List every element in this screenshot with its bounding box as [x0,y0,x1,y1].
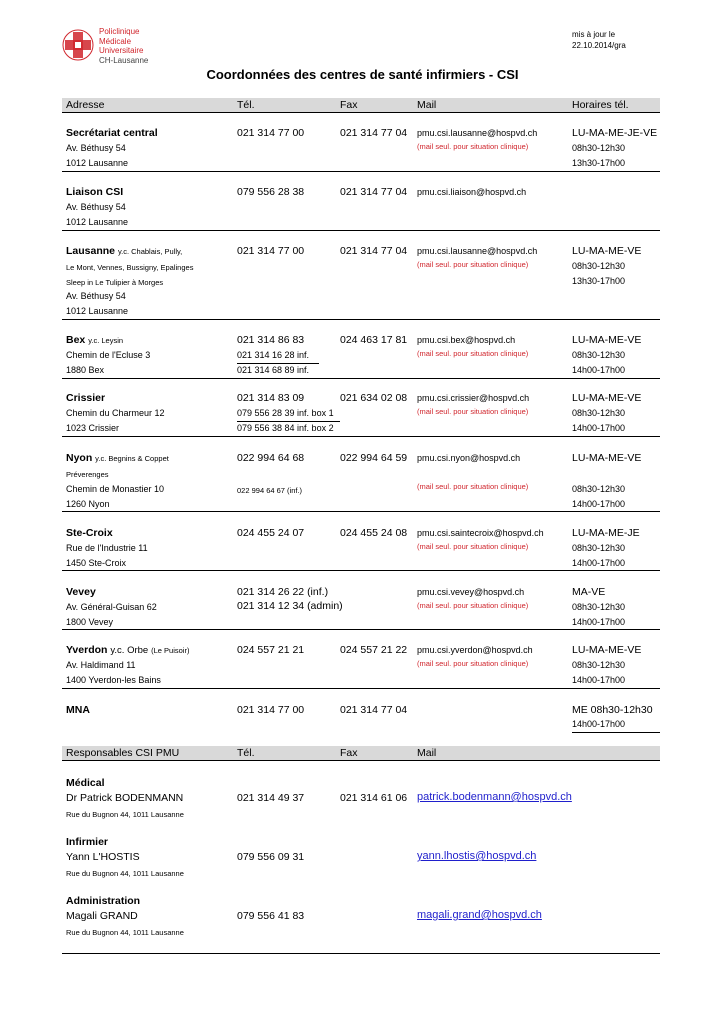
centre-hours-morning: 08h30-12h30 [572,660,626,670]
centre-hours-afternoon: 14h00-17h00 [572,558,626,568]
centre-fax: 024 463 17 81 [340,334,408,346]
section-crissier [62,391,660,437]
centre-mail-note: (mail seul. pour situation clinique) [417,542,529,551]
centre-city: 1880 Bex [66,365,105,375]
person-mail-link[interactable]: patrick.bodenmann@hospvd.ch [417,791,572,803]
centre-tel-nurse-1: 021 314 16 28 inf. [237,348,319,364]
centre-hours-days: MA-VE [572,586,606,598]
centre-mail[interactable]: pmu.csi.liaison@hospvd.ch [417,187,527,197]
centre-name-line [66,451,169,466]
centre-name: Secrétariat central [66,127,158,139]
centre-tel-admin: 021 314 12 34 (admin) [237,600,343,612]
centre-hours-days: LU-MA-ME-JE [572,527,640,539]
centre-mail-note: (mail seul. pour situation clinique) [417,659,529,668]
centre-fax: 021 634 02 08 [340,392,408,404]
section-responsables [62,776,660,954]
centre-fax: 021 314 77 04 [340,127,408,139]
centre-name-suffix: y.c. Leysin [88,336,124,345]
centre-hours-days: LU-MA-ME-VE [572,245,642,257]
centre-address-line: Chemin de Monastier 10 [66,484,165,494]
centre-hours-days: LU-MA-ME-VE [572,392,642,404]
table-header-centres [62,98,660,113]
centre-city: 1012 Lausanne [66,158,129,168]
section-lausanne [62,244,660,320]
centre-mail[interactable]: pmu.csi.yverdon@hospvd.ch [417,645,533,655]
centre-hours-afternoon: 14h00-17h00 [572,423,626,433]
centre-name-suffix: y.c. Chablais, Pully, [117,247,183,256]
centre-sub-line-1: Le Mont, Vennes, Bussigny, Epalinges [66,263,194,272]
centre-tel-nurse-2: 021 314 68 89 inf. [237,365,310,375]
centre-address-line: Rue de l'Industrie 11 [66,543,148,553]
centre-address-line: Chemin du Charmeur 12 [66,408,165,418]
centre-tel: 022 994 64 68 [237,452,305,464]
update-date: 22.10.2014/gra [572,41,626,50]
col-header-tel: Tél. [237,99,255,111]
logo-line-3: Universitaire [99,46,144,55]
centre-city: 1800 Vevey [66,617,114,627]
centre-hours-morning: 08h30-12h30 [572,543,626,553]
centre-tel: 021 314 77 00 [237,127,305,139]
centre-hours-morning: 08h30-12h30 [572,408,626,418]
centre-tel: 024 557 21 21 [237,644,305,656]
centre-mail[interactable]: pmu.csi.lausanne@hospvd.ch [417,246,538,256]
centre-name-line [66,333,123,348]
col-header-tel: Tél. [237,747,255,759]
centre-address-line: Chemin de l'Ecluse 3 [66,350,151,360]
section-yverdon [62,643,660,689]
centre-mail-note: (mail seul. pour situation clinique) [417,407,529,416]
centre-sub-line-2: Sleep in Le Tulipier à Morges [66,278,164,287]
role-administration: Administration [66,895,141,907]
centre-mail[interactable]: pmu.csi.nyon@hospvd.ch [417,453,521,463]
centre-tel-nurse-2: 079 556 38 84 inf. box 2 [237,423,334,433]
centre-tel: 021 314 77 00 [237,245,305,257]
centre-name: MNA [66,704,90,716]
centre-mail-note: (mail seul. pour situation clinique) [417,482,529,491]
centre-mail[interactable]: pmu.csi.vevey@hospvd.ch [417,587,525,597]
centre-name-line [66,244,182,259]
centre-hours-morning: 08h30-12h30 [572,350,626,360]
col-header-mail: Mail [417,747,437,759]
centre-sub-line-1: Préverenges [66,470,109,479]
centre-mail-note: (mail seul. pour situation clinique) [417,601,529,610]
centre-mail[interactable]: pmu.csi.lausanne@hospvd.ch [417,128,538,138]
centre-address-line: Av. Haldimand 11 [66,660,136,670]
centre-hours-morning: 08h30-12h30 [572,602,626,612]
centre-mail-note: (mail seul. pour situation clinique) [417,260,529,269]
centre-name: Vevey [66,586,96,598]
centre-tel: 079 556 28 38 [237,186,305,198]
col-header-responsables: Responsables CSI PMU [66,747,180,759]
col-header-address: Adresse [66,99,105,111]
pmu-logo [62,27,182,69]
person-mail-link[interactable]: yann.lhostis@hospvd.ch [417,850,537,862]
person-tel: 079 556 41 83 [237,910,305,922]
centre-tel: 021 314 77 00 [237,704,305,716]
centre-mail[interactable]: pmu.csi.bex@hospvd.ch [417,335,516,345]
centre-name-suffix-note: (Le Puisoir) [151,646,190,655]
update-note [572,29,626,51]
centre-tel-nurse-1: 022 994 64 67 (inf.) [237,486,303,495]
person-name: Magali GRAND [66,910,138,922]
role-medical: Médical [66,777,105,789]
section-vevey [62,585,660,630]
centre-hours-morning: 08h30-12h30 [572,143,626,153]
centre-hours-afternoon: 14h00-17h00 [572,675,626,685]
centre-name: Liaison CSI [66,186,124,198]
centre-hours-days: LU-MA-ME-VE [572,334,642,346]
section-secretariat [62,126,660,172]
person-tel: 021 314 49 37 [237,792,305,804]
centre-tel: 021 314 83 09 [237,392,305,404]
logo-line-4: CH-Lausanne [99,55,149,65]
centre-city: 1023 Crissier [66,423,120,433]
centre-hours-days: LU-MA-ME-JE-VE [572,127,658,139]
centre-city: 1400 Yverdon-les Bains [66,675,161,685]
centre-name-suffix: y.c. Begnins & Coppet [95,454,169,463]
centre-city: 1012 Lausanne [66,306,129,316]
centre-name-suffix: y.c. Orbe [110,645,149,656]
centre-fax: 021 314 77 04 [340,704,408,716]
centre-city: 1012 Lausanne [66,217,129,227]
centre-fax: 024 455 24 08 [340,527,408,539]
centre-name: Ste-Croix [66,527,113,539]
section-ste-croix [62,526,660,571]
col-header-hours: Horaires tél. [572,99,629,111]
centre-hours-days: LU-MA-ME-VE [572,452,642,464]
section-bex [62,333,660,379]
section-mna [62,703,660,733]
role-infirmier: Infirmier [66,836,109,848]
centre-tel-nurse: 021 314 26 22 (inf.) [237,586,329,598]
centre-name: Nyon [66,452,93,464]
centre-name: Crissier [66,392,106,404]
person-address: Rue du Bugnon 44, 1011 Lausanne [66,810,184,819]
centre-name: Yverdon [66,644,108,656]
centre-name-line [66,643,189,658]
person-tel: 079 556 09 31 [237,851,305,863]
section-liaison [62,185,660,231]
centre-address-line: Av. Général-Guisan 62 [66,602,157,612]
centre-hours-afternoon: 13h30-17h00 [572,158,626,168]
person-name: Yann L'HOSTIS [66,851,140,863]
centre-hours-afternoon: 14h00-17h00 [572,365,626,375]
centre-tel-nurse-1: 079 556 28 39 inf. box 1 [237,406,340,422]
centre-name: Lausanne [66,245,116,257]
col-header-fax: Fax [340,99,358,111]
pmu-cross-logo-icon [62,29,94,61]
centre-mail[interactable]: pmu.csi.saintecroix@hospvd.ch [417,528,544,538]
centre-city: 1450 Ste-Croix [66,558,127,568]
centre-fax: 021 314 77 04 [340,186,408,198]
update-label: mis à jour le [572,30,616,39]
centre-name: Bex [66,334,86,346]
centre-tel: 024 455 24 07 [237,527,305,539]
centre-fax: 021 314 77 04 [340,245,408,257]
centre-mail-note: (mail seul. pour situation clinique) [417,142,529,151]
col-header-fax: Fax [340,747,358,759]
logo-line-1: Policlinique [99,27,140,36]
centre-address-line: Av. Béthusy 54 [66,143,126,153]
centre-hours-afternoon: 14h00-17h00 [572,617,626,627]
person-address: Rue du Bugnon 44, 1011 Lausanne [66,928,184,937]
centre-address-line: Av. Béthusy 54 [66,291,126,301]
table-header-responsables [62,746,660,761]
centre-mail[interactable]: pmu.csi.crissier@hospvd.ch [417,393,530,403]
person-fax: 021 314 61 06 [340,792,408,804]
centre-hours-afternoon: 13h30-17h00 [572,276,626,286]
centre-city: 1260 Nyon [66,499,110,509]
centre-hours-afternoon: 14h00-17h00 [572,499,626,509]
centre-fax: 024 557 21 22 [340,644,408,656]
person-mail-link[interactable]: magali.grand@hospvd.ch [417,909,542,921]
centre-mail-note: (mail seul. pour situation clinique) [417,349,529,358]
centre-hours-morning: 08h30-12h30 [572,261,626,271]
centre-hours-days: ME 08h30-12h30 [572,704,653,716]
centre-hours-afternoon: 14h00-17h00 [572,717,660,733]
page-title: Coordonnées des centres de santé infirmiers - CSI [206,67,519,82]
logo-line-2: Médicale [99,36,132,46]
person-address: Rue du Bugnon 44, 1011 Lausanne [66,869,184,878]
person-name: Dr Patrick BODENMANN [66,792,184,804]
centre-address-line: Av. Béthusy 54 [66,202,126,212]
col-header-mail: Mail [417,99,437,111]
centre-fax: 022 994 64 59 [340,452,408,464]
centre-hours-morning: 08h30-12h30 [572,484,626,494]
centre-tel: 021 314 86 83 [237,334,305,346]
section-nyon [62,451,660,512]
centre-hours-days: LU-MA-ME-VE [572,644,642,656]
